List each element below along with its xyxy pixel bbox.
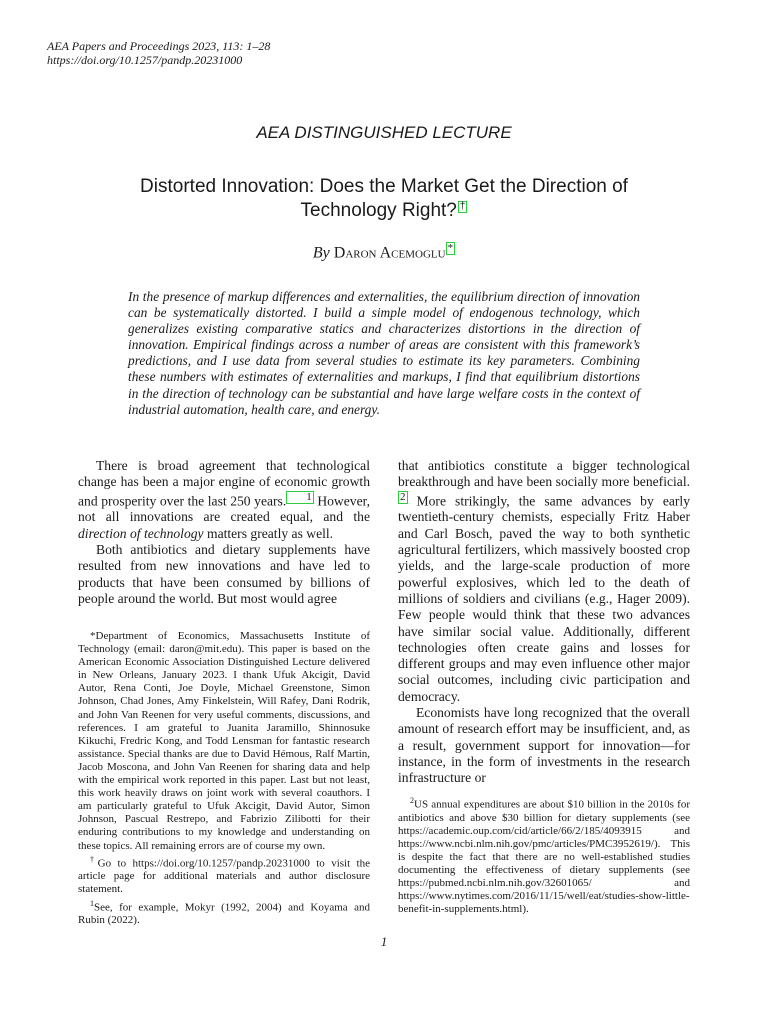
abstract: In the presence of markup differences and externalities, the equilibrium direction of innovation can be systematically distorted. I build a simple model of endogenous technology, which generalizes existing comparative statics and characterizes distortions in the direction of innovation. Empirical findings across a number of areas are consistent with this framework’s predictions, and I use data from several studies to estimate its key parameters. Combining these numbers with estimates of externalities and markups, I find that equilibrium distortions in the direction of technology can be substantial and have large welfare costs in the context of industrial automation, health care, and energy.: [128, 289, 640, 417]
paragraph: that antibiotics constitute a bigger technological breakthrough and have been socially more beneficial.2 More strikingly, the same advances by early twentieth-century chemists, especially Fritz Haber and Carl Bosch, paved the way to both synthetic agricultural fertilizers, which massively boosted crop yields, and the large-scale production of more powerful explosives, which led to the death of millions of soldiers and civilians (e.g., Hager 2009). Few people would think that these two advances have similar social value. Additionally, different technologies often create gains and losses for different groups and may even influence other major social outcomes, including civic participation and democracy.: [398, 458, 690, 704]
footnote-2: $^2$US annual expenditures are about $10 billion in the 2010s for antibiotics and above $30 billion for dietary supplements (see https://academic.oup.com/cid/article/66/2/185/4093915 and https://www.ncbi.nlm.nih.gov/pmc/articles/PMC3952619/). This is despite the fact that there are no well-established studies documenting the effectiveness of dietary supplements (see https://pubmed.ncbi.nlm.nih.gov/32601065/ and https://www.nytimes.com/2016/11/15/well/eat/studies-show-little-benefit-in-supplements.html).: [398, 796, 690, 916]
journal-header: [47, 39, 270, 67]
footnote-dagger: †Go to https://doi.org/10.1257/pandp.20231000 to visit the article page for additional materials and author disclosure statement.: [78, 854, 370, 896]
body-column-right: [398, 458, 690, 786]
author-byline: [0, 242, 768, 262]
paragraph: Economists have long recognized that the overall amount of research effort may be insufficient, and, as a result, government support for innovation—for instance, in the form of investments in the research infrastructure or: [398, 704, 690, 786]
footnote-star: *Department of Economics, Massachusetts Institute of Technology (email: daron@mit.edu). This paper is based on the American Economic Association Distinguished Lecture delivered in New Orleans, January 2023. I thank Ufuk Akcigit, David Autor, Rena Conti, Joe Doyle, Michael Greenstone, Simon Johnson, Chad Jones, Amy Finkelstein, Will Rafey, Dani Rodrik, and John Van Reenen for very useful comments, discussions, and references. I am grateful to Juanita Jaramillo, Shinnosuke Kikuchi, Fredric Kong, and Todd Lensman for fantastic research assistance. Special thanks are due to David Hémous, Ralf Martin, Jacob Moscona, and John Van Reenen for sharing data and help with the empirical work reported in this paper. Last but not least, this work heavily draws on joint work with several coauthors. I am particularly grateful to Ufuk Akcigit, David Autor, Simon Johnson, Pascual Restrepo, and Fabrizio Zilibotti for their enduring contributions to my knowledge and understanding on these topics. All remaining errors are of course my own.: [78, 630, 370, 852]
title-footnote-link[interactable]: †: [459, 200, 466, 212]
author-footnote-link[interactable]: *: [447, 242, 454, 254]
paper-title: [90, 175, 678, 223]
title-line-1: Distorted Innovation: Does the Market Get the Direction of: [140, 176, 628, 197]
journal-citation: AEA Papers and Proceedings 2023, 113: 1–28: [47, 39, 271, 53]
paragraph: Both antibiotics and dietary supplements have resulted from new innovations and have led to products that have been consumed by billions of people around the world. But most would agree: [78, 542, 370, 606]
footnotes-right: [398, 797, 690, 920]
footnote-link-2[interactable]: 2: [400, 490, 406, 503]
footnotes-left: [78, 630, 370, 930]
lecture-label: AEA DISTINGUISHED LECTURE: [256, 123, 512, 142]
footnote-link-1[interactable]: 1: [286, 491, 314, 504]
author-name: Daron Acemoglu: [333, 244, 446, 262]
body-column-left: [78, 458, 370, 607]
doi-link[interactable]: https://doi.org/10.1257/pandp.20231000: [47, 53, 243, 67]
title-line-2: Technology Right?: [300, 200, 457, 221]
footnote-1: $^1$See, for example, Mokyr (1992, 2004) and Koyama and Rubin (2022).: [78, 898, 370, 927]
byline-by: By: [312, 244, 330, 262]
page-number: 1: [380, 934, 388, 949]
paragraph: There is broad agreement that technological change has been a major engine of economic growth and prosperity over the last 250 years. 1 However, not all innovations are created equal, and the direction of technology matters greatly as well.: [78, 458, 370, 541]
